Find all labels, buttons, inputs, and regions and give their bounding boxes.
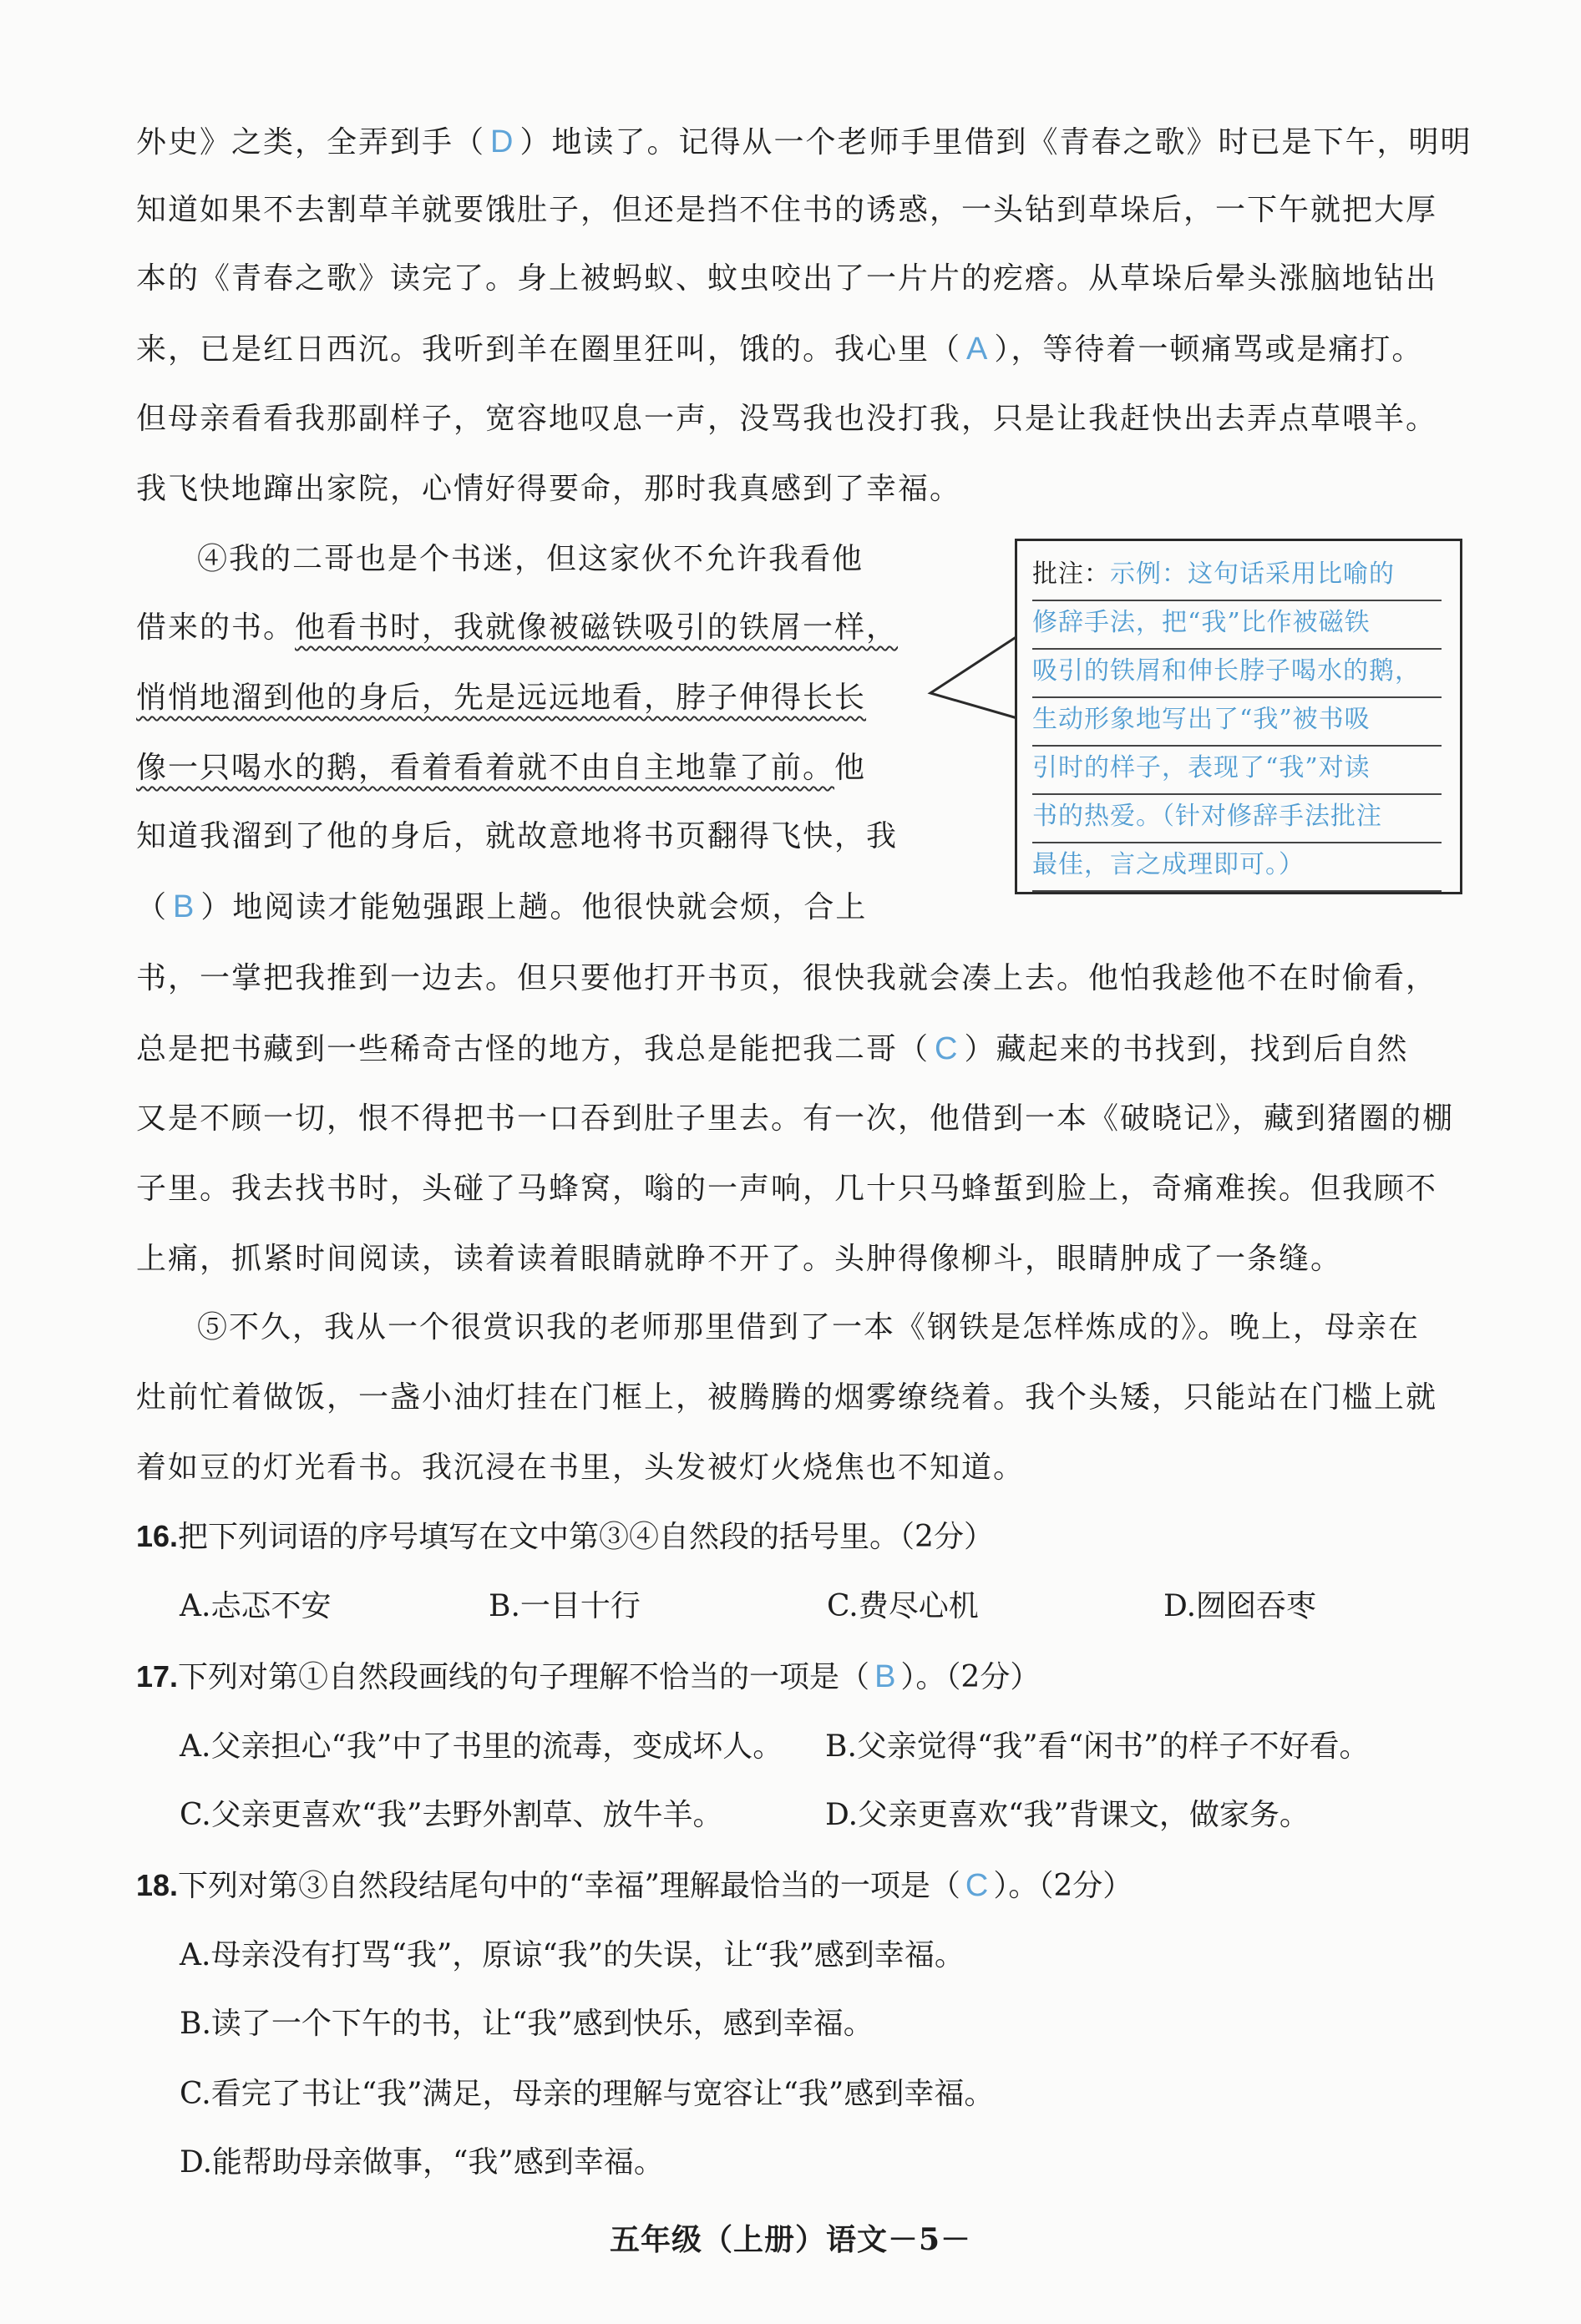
p4-line-8: 总是把书藏到一些稀奇古怪的地方，我总是能把我二哥（ C ）藏起来的书找到，找到后自然	[136, 1031, 1409, 1066]
bubble-pointer	[927, 635, 1019, 727]
p3-line-3: 本的《青春之歌》读完了。身上被蚂蚁、蚊虫咬出了一片片的疙瘩。从草垛后晕头涨脑地钻出	[136, 261, 1438, 296]
q16-option-b: B.一目十行	[489, 1589, 641, 1623]
p4-line-10: 子里。我去找书时，头碰了马蜂窝，嗡的一声响，几十只马蜂蜇到脸上，奇痛难挨。但我顾不	[136, 1172, 1438, 1206]
q18-option-a: A.母亲没有打骂“我”，原谅“我”的失误，让“我”感到幸福。	[180, 1938, 965, 1972]
p3-line-5: 但母亲看看我那副样子，宽容地叹息一声，没骂我也没打我，只是让我赶快出去弄点草喂羊。	[136, 402, 1438, 436]
q17-answer: B	[874, 1659, 896, 1694]
q17-option-b: B.父亲觉得“我”看“闲书”的样子不好看。	[825, 1729, 1370, 1764]
annotation-line-2: 修辞手法，把“我”比作被磁铁	[1032, 600, 1442, 650]
p3-line-6: 我飞快地蹿出家院，心情好得要命，那时我真感到了幸福。	[136, 472, 962, 506]
p3-line-4: 来，已是红日西沉。我听到羊在圈里狂叫，饿的。我心里（ A ），等待着一顿痛骂或是痛打。	[136, 332, 1424, 367]
annotation-box	[1015, 539, 1462, 894]
q17-option-c: C.父亲更喜欢“我”去野外割草、放牛羊。	[180, 1798, 723, 1832]
q18-option-c: C.看完了书让“我”满足，母亲的理解与宽容让“我”感到幸福。	[180, 2077, 995, 2111]
q17-option-a: A.父亲担心“我”中了书里的流毒，变成坏人。	[180, 1729, 783, 1764]
p3-line-1: 外史》之类，全弄到手（ D ）地读了。记得从一个老师手里借到《青春之歌》时已是下午，明明	[136, 124, 1472, 159]
p4-line-2: 借来的书。他看书时，我就像被磁铁吸引的铁屑一样，	[136, 610, 899, 645]
question-18: 18.下列对第③自然段结尾句中的“幸福”理解最恰当的一项是（ C ）。（2分）	[136, 1868, 1133, 1903]
q18-option-d: D.能帮助母亲做事，“我”感到幸福。	[180, 2145, 664, 2180]
p4-line-1: ④我的二哥也是个书迷，但这家伙不允许我看他	[197, 542, 864, 576]
p4-line-3	[136, 678, 913, 718]
p4-line-7: 书，一掌把我推到一边去。但只要他打开书页，很快我就会凑上去。他怕我趁他不在时偷看，	[136, 961, 1438, 995]
annotation-line-1: 批注：示例：这句话采用比喻的	[1032, 551, 1442, 601]
q17-option-d: D.父亲更喜欢“我”背课文，做家务。	[825, 1798, 1310, 1832]
underlined-sentence: 他看书时，我就像被磁铁吸引的铁屑一样，	[295, 610, 899, 645]
p4-line-4: 像一只喝水的鹅，看着看着就不由自主地靠了前。他	[136, 751, 867, 785]
underlined-sentence: 悄悄地溜到他的身后，先是远远地看，脖子伸得长长	[136, 681, 867, 715]
answer-b: B	[173, 889, 196, 924]
annotation-line-4: 生动形象地写出了“我”被书吸	[1032, 696, 1442, 747]
answer-d: D	[490, 124, 515, 159]
annotation-line-5: 引时的样子，表现了“我”对读	[1032, 745, 1442, 795]
annotation-line-6: 书的热爱。（针对修辞手法批注	[1032, 793, 1442, 843]
annotation-line-7: 最佳，言之成理即可。）	[1032, 842, 1442, 892]
question-17: 17.下列对第①自然段画线的句子理解不恰当的一项是（ B ）。（2分）	[136, 1659, 1041, 1694]
answer-c: C	[935, 1031, 960, 1066]
q16-option-d: D.囫囵吞枣	[1163, 1589, 1317, 1623]
p4-line-6: （ B ）地阅读才能勉强跟上趟。他很快就会烦，合上	[136, 889, 868, 924]
annotation-line-3: 吸引的铁屑和伸长脖子喝水的鹅，	[1032, 648, 1442, 698]
answer-a: A	[966, 332, 990, 367]
p4-line-11: 上痛，抓紧时间阅读，读着读着眼睛就睁不开了。头肿得像柳斗，眼睛肿成了一条缝。	[136, 1242, 1343, 1276]
p5-line-1: ⑤不久，我从一个很赏识我的老师那里借到了一本《钢铁是怎样炼成的》。晚上，母亲在	[197, 1310, 1421, 1344]
question-16: 16.把下列词语的序号填写在文中第③④自然段的括号里。（2分）	[136, 1519, 994, 1554]
p5-line-2: 灶前忙着做饭，一盏小油灯挂在门框上，被腾腾的烟雾缭绕着。我个头矮，只能站在门槛上就	[136, 1380, 1438, 1415]
p5-line-3: 着如豆的灯光看书。我沉浸在书里，头发被灯火烧焦也不知道。	[136, 1451, 1026, 1485]
p4-line-9: 又是不顾一切，恨不得把书一口吞到肚子里去。有一次，他借到一本《破晓记》，藏到猪圈的棚	[136, 1101, 1455, 1136]
q16-option-c: C.费尽心机	[827, 1589, 979, 1623]
underlined-sentence: 像一只喝水的鹅，看着看着就不由自主地靠了前。	[136, 751, 835, 785]
q18-option-b: B.读了一个下午的书，让“我”感到快乐，感到幸福。	[180, 2007, 874, 2041]
p4-line-5: 知道我溜到了他的身后，就故意地将书页翻得飞快，我	[136, 819, 899, 853]
p3-line-2: 知道如果不去割草羊就要饿肚子，但还是挡不住书的诱惑，一头钻到草垛后，一下午就把大厚	[136, 193, 1438, 227]
page-footer: 五年级（上册）语文－5－	[609, 2222, 972, 2257]
q18-answer: C	[965, 1868, 989, 1903]
q16-option-a: A.忐忑不安	[180, 1589, 332, 1623]
